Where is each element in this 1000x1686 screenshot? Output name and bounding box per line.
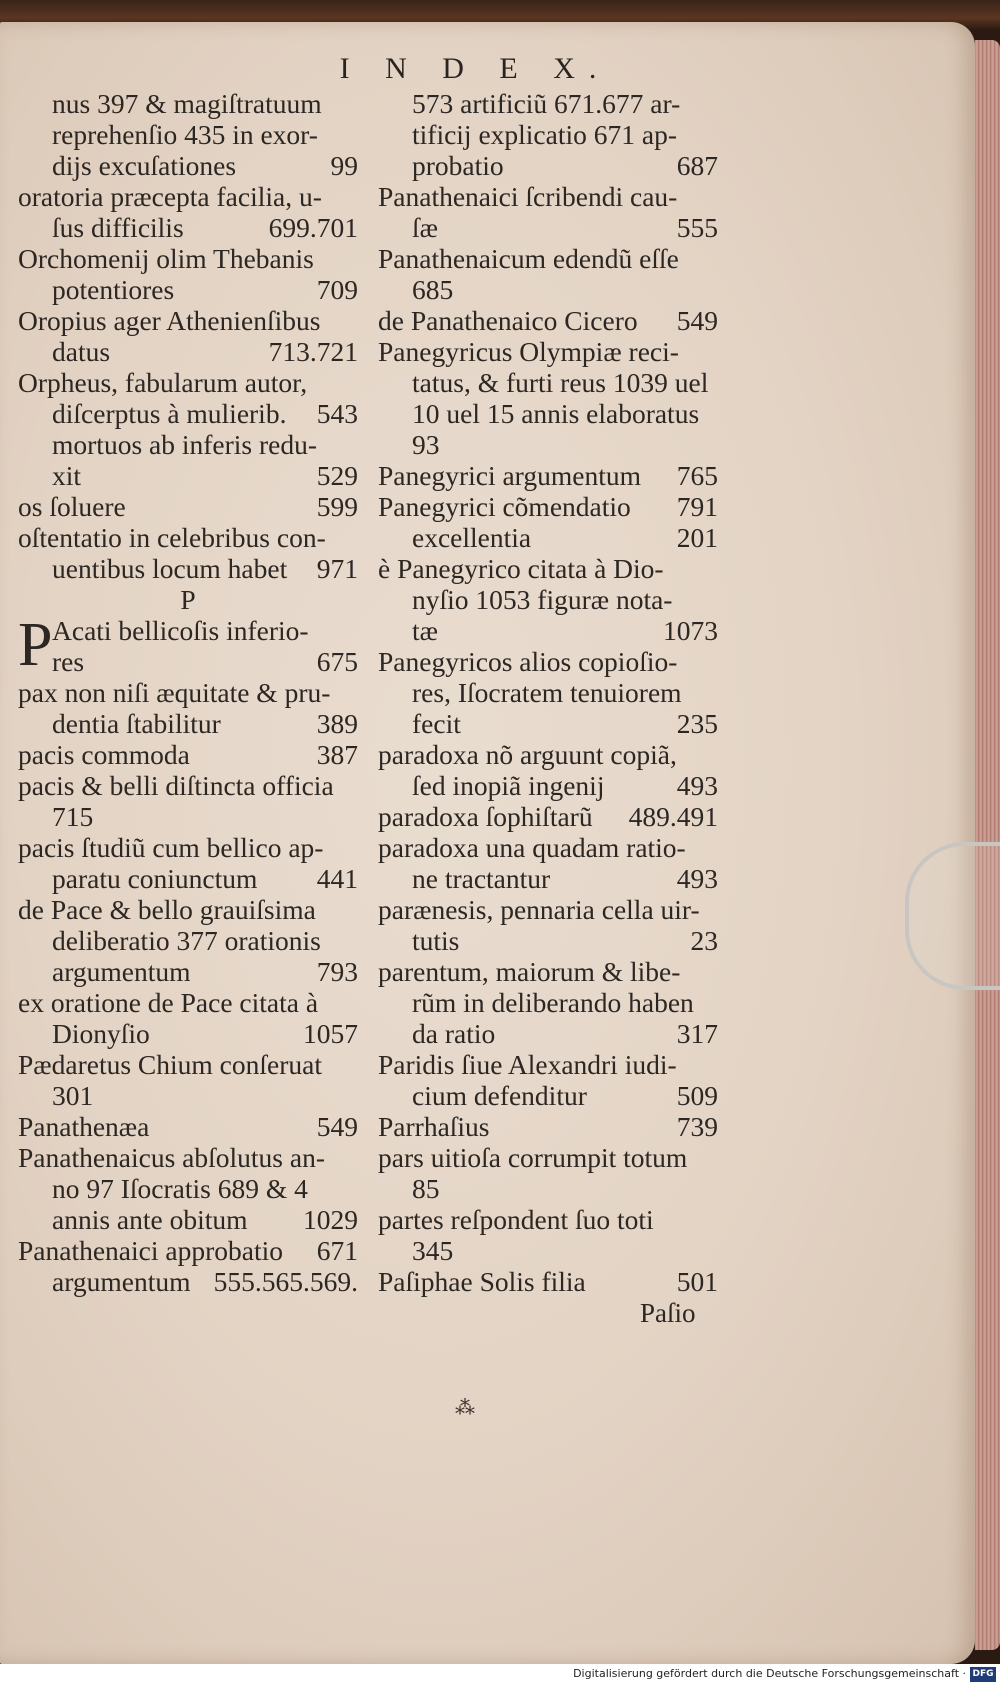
page-reference: 23 (690, 925, 718, 956)
index-line (18, 491, 358, 522)
page-reference: 713.721 (268, 336, 358, 367)
index-line (378, 274, 718, 305)
index-line (18, 677, 358, 708)
index-term: 715 (52, 801, 94, 832)
index-line (18, 1142, 358, 1173)
index-line (378, 584, 718, 615)
page-reference: 793 (316, 956, 358, 987)
index-term: tatus, & furti reus 1039 uel (412, 367, 709, 398)
index-line (18, 119, 358, 150)
index-term: Acati bellicoſis inferio- (52, 615, 309, 646)
index-line (378, 987, 718, 1018)
index-term: no 97 Iſocratis 689 & 4 (52, 1173, 308, 1204)
index-term: parænesis, pennaria cella uir- (378, 894, 700, 925)
index-term: excellentia (412, 522, 532, 553)
index-term: Panathenaici ſcribendi cau- (378, 181, 678, 212)
page-reference: 493 (676, 863, 718, 894)
index-line (378, 1111, 718, 1142)
index-term: cium defenditur (412, 1080, 587, 1111)
dfg-logo: DFG (970, 1667, 996, 1682)
index-line (378, 615, 718, 646)
index-term: diſcerptus à mulierib. (52, 398, 287, 429)
index-line (378, 1235, 718, 1266)
page-reference: 671 (316, 1235, 358, 1266)
index-term: pacis & belli diſtincta officia (18, 770, 334, 801)
index-term: ſæ (412, 212, 438, 243)
index-line (378, 894, 718, 925)
page-reference: 1029 (303, 1204, 358, 1235)
index-line (378, 770, 718, 801)
page-reference: 555 (676, 212, 718, 243)
index-term: Oropius ager Athenienſibus (18, 305, 321, 336)
page-reference: 543 (316, 398, 358, 429)
page-reference: 791 (676, 491, 718, 522)
index-line (18, 336, 358, 367)
index-line (18, 801, 358, 832)
footer-credit: Digitalisierung gefördert durch die Deutsche Forschungsgemeinschaft · (573, 1667, 966, 1680)
index-line (18, 212, 358, 243)
index-line (378, 1018, 718, 1049)
index-term: pacis ſtudiũ cum bellico ap- (18, 832, 324, 863)
index-term: oratoria præcepta facilia, u- (18, 181, 322, 212)
index-term: da ratio (412, 1018, 496, 1049)
index-term: Pædaretus Chium conſeruat (18, 1049, 322, 1080)
index-line (18, 770, 358, 801)
index-term: potentiores (52, 274, 175, 305)
index-entries-right (378, 88, 718, 1297)
index-term: nyſio 1053 figuræ nota- (412, 584, 673, 615)
page-reference: 489.491 (628, 801, 718, 832)
index-term: 685 (412, 274, 454, 305)
index-term: deliberatio 377 orationis (52, 925, 321, 956)
index-term: è Panegyrico citata à Dio- (378, 553, 664, 584)
page-reference: 709 (316, 274, 358, 305)
index-line (378, 305, 718, 336)
index-term: Panegyrici argumentum (378, 460, 641, 491)
index-term: fecit (412, 708, 461, 739)
index-term: Panegyricus Olympiæ reci- (378, 336, 679, 367)
index-line (18, 88, 358, 119)
page-reference: 555.565.569. (213, 1266, 358, 1297)
page-reference: 387 (316, 739, 358, 770)
index-line (378, 925, 718, 956)
index-term: Panegyricos alios copioſio- (378, 646, 678, 677)
index-term: 573 artificiũ 671.677 ar- (412, 88, 681, 119)
catchword: Paſio (640, 1298, 696, 1328)
index-line (378, 429, 718, 460)
index-term: res (52, 646, 85, 677)
index-term: de Panathenaico Cicero (378, 305, 638, 336)
index-term: Parrhaſius (378, 1111, 490, 1142)
index-term: dijs excuſationes (52, 150, 237, 181)
index-term: mortuos ab inferis redu- (52, 429, 317, 460)
index-line (18, 708, 358, 739)
index-term: paradoxa nõ arguunt copiã, (378, 739, 677, 770)
index-term: res, Iſocratem tenuiorem (412, 677, 682, 708)
index-term: 93 (412, 429, 440, 460)
index-term: reprehenſio 435 in exor- (52, 119, 318, 150)
index-line (378, 336, 718, 367)
page-reference: 509 (676, 1080, 718, 1111)
page-reference: 493 (676, 770, 718, 801)
index-term: argumentum (52, 1266, 191, 1297)
index-line (18, 181, 358, 212)
index-term: tæ (412, 615, 438, 646)
index-line (18, 429, 358, 460)
page-reference: 599 (316, 491, 358, 522)
index-term: ex oratione de Pace citata à (18, 987, 319, 1018)
index-line (18, 1111, 358, 1142)
index-term: Panegyrici cõmendatio (378, 491, 631, 522)
index-term: paradoxa una quadam ratio- (378, 832, 686, 863)
index-term: Panathenaici approbatio (18, 1235, 283, 1266)
index-line (378, 522, 718, 553)
index-line (378, 1204, 718, 1235)
index-term: Paſiphae Solis filia (378, 1266, 586, 1297)
index-term: datus (52, 336, 111, 367)
index-term: pax non niſi æquitate & pru- (18, 677, 331, 708)
index-line (378, 863, 718, 894)
index-line (378, 677, 718, 708)
index-line (378, 119, 718, 150)
section-letter: P (180, 584, 196, 615)
index-line (18, 305, 358, 336)
page-reference: 201 (676, 522, 718, 553)
page-reference: 687 (676, 150, 718, 181)
index-line (18, 398, 358, 429)
page-reference: 1073 (663, 615, 718, 646)
index-line (378, 491, 718, 522)
index-line (18, 615, 358, 646)
index-line (18, 553, 358, 584)
page-reference: 99 (330, 150, 358, 181)
index-line (378, 212, 718, 243)
index-term: Paridis ſiue Alexandri iudi- (378, 1049, 677, 1080)
index-term: oſtentatio in celebribus con- (18, 522, 326, 553)
index-term: os ſoluere (18, 491, 126, 522)
index-line (18, 367, 358, 398)
index-term: annis ante obitum (52, 1204, 248, 1235)
index-line (18, 1173, 358, 1204)
index-line (18, 1204, 358, 1235)
index-line (378, 1049, 718, 1080)
page-reference: 317 (676, 1018, 718, 1049)
index-term: ſus difficilis (52, 212, 184, 243)
page-reference: 441 (316, 863, 358, 894)
index-line (18, 1080, 358, 1111)
paper-clip (905, 842, 1000, 990)
page-reference: 739 (676, 1111, 718, 1142)
index-line (18, 150, 358, 181)
index-line (378, 1173, 718, 1204)
drop-cap: P (18, 611, 53, 679)
index-term: tificij explicatio 671 ap- (412, 119, 677, 150)
index-term: uentibus locum habet (52, 553, 288, 584)
section-p (18, 611, 358, 1297)
index-line (378, 88, 718, 119)
index-term: Panathenaicus abſolutus an- (18, 1142, 325, 1173)
index-term: paradoxa ſophiſtarũ (378, 801, 593, 832)
index-line (378, 553, 718, 584)
index-term: Panathenæa (18, 1111, 150, 1142)
index-line (378, 1266, 718, 1297)
index-line (378, 832, 718, 863)
index-line (378, 1080, 718, 1111)
index-line (18, 832, 358, 863)
index-line (18, 1235, 358, 1266)
index-term: ſed inopiã ingenij (412, 770, 605, 801)
index-term: xit (52, 460, 82, 491)
index-line (378, 739, 718, 770)
index-line (378, 646, 718, 677)
index-term: ne tractantur (412, 863, 551, 894)
index-term: Orchomenij olim Thebanis (18, 243, 314, 274)
index-term: nus 397 & magiſtratuum (52, 88, 322, 119)
page-reference: 529 (316, 460, 358, 491)
index-term: pacis commoda (18, 739, 190, 770)
index-line (18, 1049, 358, 1080)
running-head: I N D E X. (339, 52, 611, 85)
index-term: argumentum (52, 956, 191, 987)
page-reference: 235 (676, 708, 718, 739)
page-reference: 971 (316, 553, 358, 584)
index-term: 85 (412, 1173, 440, 1204)
index-term: Dionyſio (52, 1018, 150, 1049)
index-column-left (18, 88, 358, 1297)
index-entries-left-p (18, 611, 358, 1297)
page-reference: 389 (316, 708, 358, 739)
index-line (378, 708, 718, 739)
index-term: 345 (412, 1235, 454, 1266)
index-line (18, 1018, 358, 1049)
index-column-right (378, 88, 718, 1297)
page-reference: 699.701 (268, 212, 358, 243)
index-line (378, 367, 718, 398)
index-line (18, 925, 358, 956)
index-entries-left (18, 88, 358, 584)
index-term: probatio (412, 150, 504, 181)
index-line (378, 243, 718, 274)
page-reference: 501 (676, 1266, 718, 1297)
index-term: 301 (52, 1080, 94, 1111)
index-line (18, 646, 358, 677)
index-term: 10 uel 15 annis elaboratus (412, 398, 700, 429)
page-reference: 1057 (303, 1018, 358, 1049)
index-term: Orpheus, fabularum autor, (18, 367, 308, 398)
index-line (378, 181, 718, 212)
index-line (18, 739, 358, 770)
index-line (18, 460, 358, 491)
index-line (18, 956, 358, 987)
footer-bar (0, 1664, 1000, 1686)
index-term: parentum, maiorum & libe- (378, 956, 681, 987)
index-line (378, 460, 718, 491)
index-line (18, 274, 358, 305)
index-line (18, 987, 358, 1018)
page-reference: 765 (676, 460, 718, 491)
index-line (18, 243, 358, 274)
index-term: tutis (412, 925, 460, 956)
index-line (18, 863, 358, 894)
index-line (18, 894, 358, 925)
index-line (378, 398, 718, 429)
index-term: de Pace & bello grauiſsima (18, 894, 316, 925)
index-term: paratu coniunctum (52, 863, 258, 894)
page-reference: 549 (316, 1111, 358, 1142)
ornament: ⁂ (455, 1395, 475, 1419)
index-term: pars uitioſa corrumpit totum (378, 1142, 688, 1173)
index-term: rũm in deliberando haben (412, 987, 694, 1018)
index-term: partes reſpondent ſuo toti (378, 1204, 654, 1235)
index-line (378, 801, 718, 832)
page-reference: 675 (316, 646, 358, 677)
page-reference: 549 (676, 305, 718, 336)
index-line (378, 150, 718, 181)
index-line (378, 956, 718, 987)
index-term: dentia ſtabilitur (52, 708, 221, 739)
index-term: Panathenaicum edendũ eſſe (378, 243, 679, 274)
index-line (378, 1142, 718, 1173)
index-line (18, 1266, 358, 1297)
index-line (18, 522, 358, 553)
